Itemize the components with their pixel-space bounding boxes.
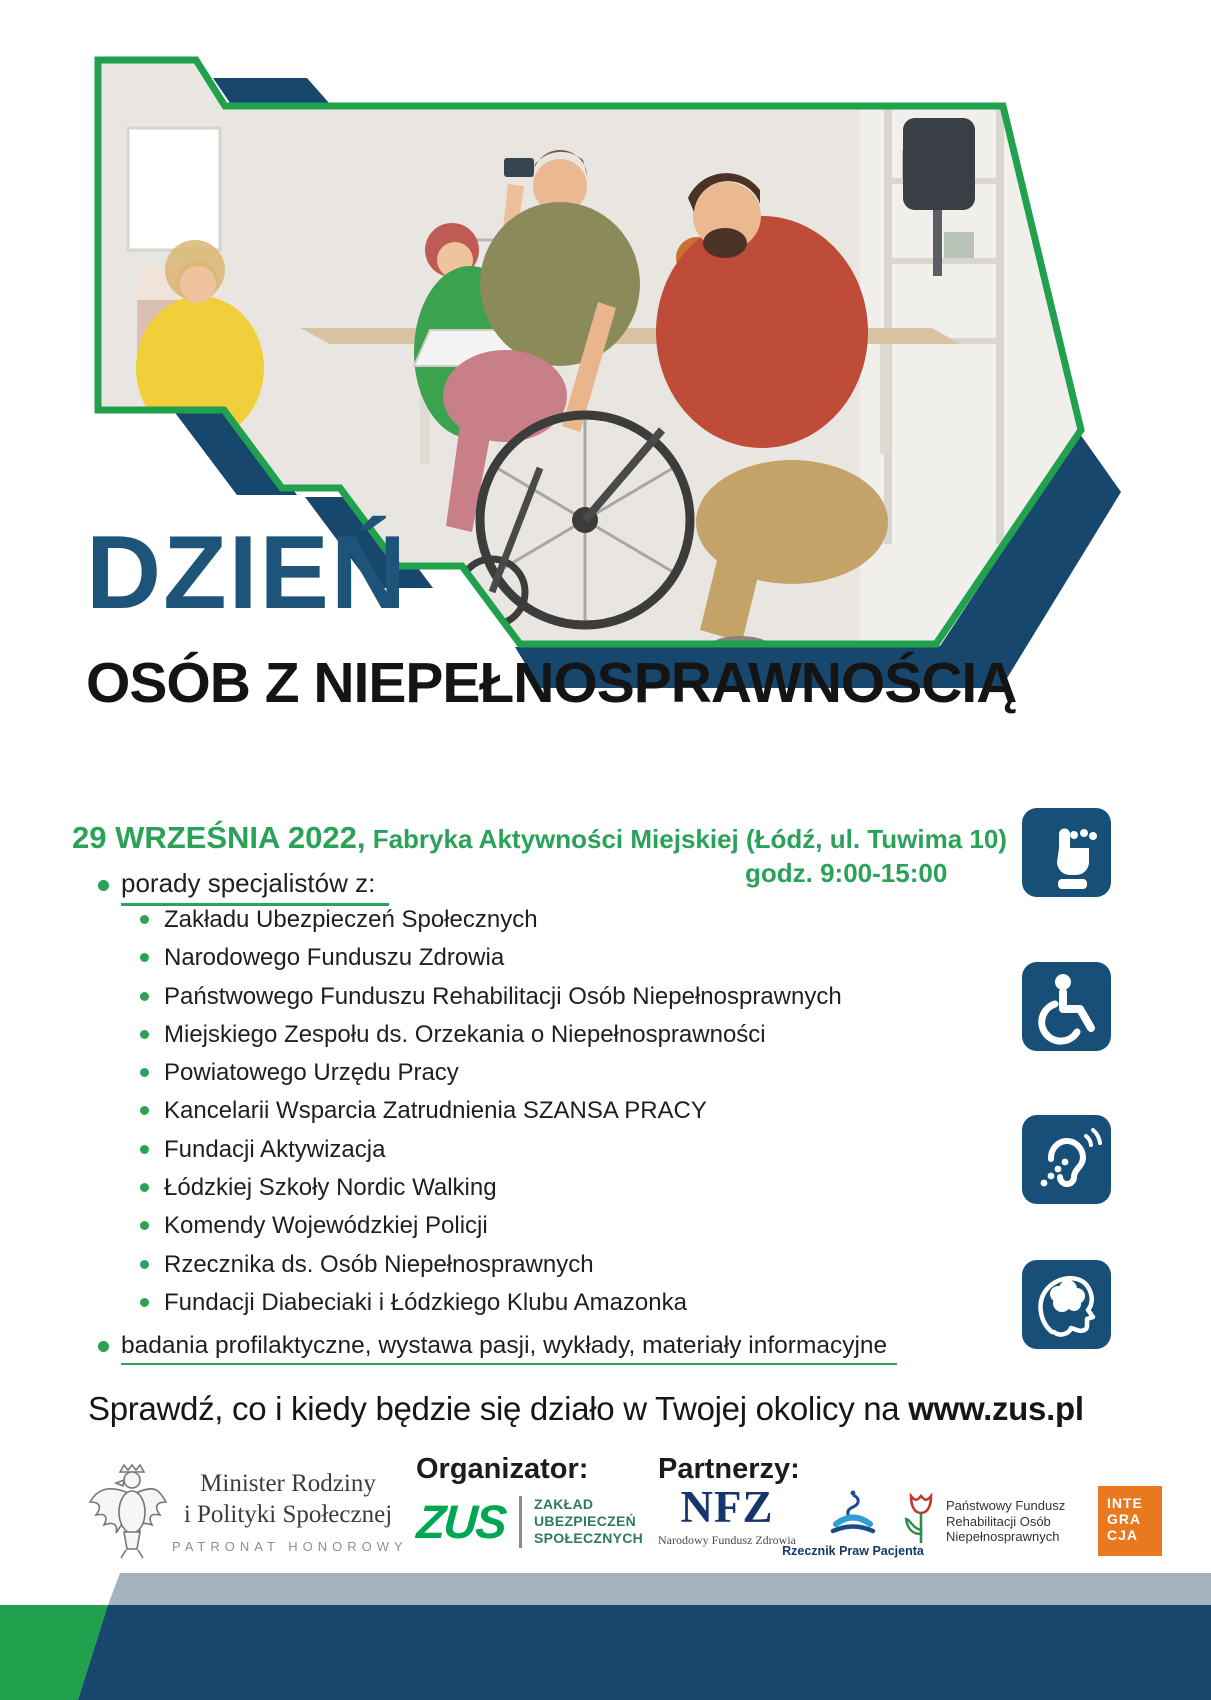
head-brain-icon [1022,1260,1111,1349]
green-bullet-icon [98,880,109,891]
footer-stripes [0,1560,1211,1700]
nfz-logo [658,1484,796,1548]
list-item [140,939,842,977]
event-date: 29 WRZEŚNIA 2022, [72,820,366,855]
list-heading: porady specjalistów z: [121,868,389,906]
list-item [140,978,842,1016]
list-item [140,1246,842,1284]
pfron-logo [903,1490,1065,1550]
integracja-line: CJA [1107,1527,1139,1543]
patronage-line1: Minister Rodziny [200,1470,376,1497]
list-item-label: Zakładu Ubezpieczeń Społecznych [164,906,538,933]
list-item [140,1054,842,1092]
extra-activities-label: badania profilaktyczne, wystawa pasji, wykłady, materiały informacyjne [121,1332,897,1365]
polish-eagle-icon [86,1458,170,1567]
list-item-label: Fundacji Diabeciaki i Łódzkiego Klubu Amazonka [164,1288,687,1316]
list-item [140,901,842,939]
list-item-label: Łódzkiej Szkoły Nordic Walking [164,1174,497,1202]
specialists-list [140,901,842,1322]
event-venue: Fabryka Aktywności Miejskiej (Łódź, ul. Tuwima 10) [365,824,1007,854]
zus-logo-divider [519,1496,522,1548]
pfron-tulip-icon [903,1490,939,1550]
pointing-hand-icon [1022,808,1111,897]
integracja-line: GRA [1107,1511,1142,1527]
integracja-logo [1098,1486,1162,1556]
integracja-line: INTE [1107,1495,1143,1511]
navy-stripe [78,1605,1211,1700]
nfz-logo-caption: Narodowy Fundusz Zdrowia [658,1533,796,1547]
extra-activities-row [98,1332,897,1360]
organizer-heading: Organizator: [416,1453,589,1485]
zus-logo-mark: ZUS [415,1495,507,1548]
pfron-caption-line: Rehabilitacji Osób [946,1513,1051,1529]
list-item-label: Kancelarii Wsparcia Zatrudnienia SZANSA PRACY [164,1097,707,1125]
zus-logo [417,1494,643,1549]
rpp-caduceus-icon [827,1490,879,1534]
page-subtitle: OSÓB Z NIEPEŁNOSPRAWNOŚCIĄ [86,651,1017,715]
zus-logo-caption [534,1496,643,1547]
cta-text: Sprawdź, co i kiedy będzie się działo w Twojej okolicy na [88,1390,909,1427]
pfron-caption-line: Państwowy Fundusz [946,1498,1066,1513]
page-title: DZIEŃ [86,515,408,631]
green-bullet-icon [98,1341,109,1352]
zus-caption-line: UBEZPIECZEŃ [534,1513,637,1529]
list-item [140,1284,842,1322]
list-item [140,1131,842,1169]
list-item-label: Powiatowego Urzędu Pracy [164,1059,459,1087]
patronage-line2: i Polityki Społecznej [183,1501,393,1528]
zus-caption-line: SPOŁECZNYCH [534,1530,644,1546]
event-hours: godz. 9:00-15:00 [745,858,948,888]
nfz-logo-mark: NFZ [680,1482,774,1532]
hearing-aid-icon [1022,1115,1111,1204]
list-item-label: Państwowego Funduszu Rehabilitacji Osób Niepełnosprawnych [164,982,842,1010]
partners-heading: Partnerzy: [658,1453,800,1485]
list-item-label: Fundacji Aktywizacja [164,1135,386,1163]
list-item-label: Rzecznika ds. Osób Niepełnosprawnych [164,1250,594,1278]
patronage-block [172,1468,408,1554]
pfron-logo-caption [946,1498,1065,1545]
list-item [140,1207,842,1245]
list-item [140,1016,842,1054]
patronage-line3: PATRONAT HONOROWY [172,1539,408,1554]
pfron-caption-line: Niepełnosprawnych [946,1529,1060,1544]
list-item [140,1169,842,1207]
event-date-line [72,820,1007,856]
list-item-label: Miejskiego Zespołu ds. Orzekania o Niepełnosprawności [164,1020,766,1048]
list-item [140,1092,842,1130]
list-heading-row [98,868,389,899]
wheelchair-icon [1022,962,1111,1051]
zus-caption-line: ZAKŁAD [534,1496,594,1512]
list-item-label: Narodowego Funduszu Zdrowia [164,944,505,972]
list-item-label: Komendy Wojewódzkiej Policji [164,1212,488,1240]
rpp-logo-caption: Rzecznik Praw Pacjenta [782,1544,924,1558]
cta-line [88,1390,1084,1428]
cta-link: www.zus.pl [908,1390,1084,1427]
gray-stripe [108,1573,1211,1605]
